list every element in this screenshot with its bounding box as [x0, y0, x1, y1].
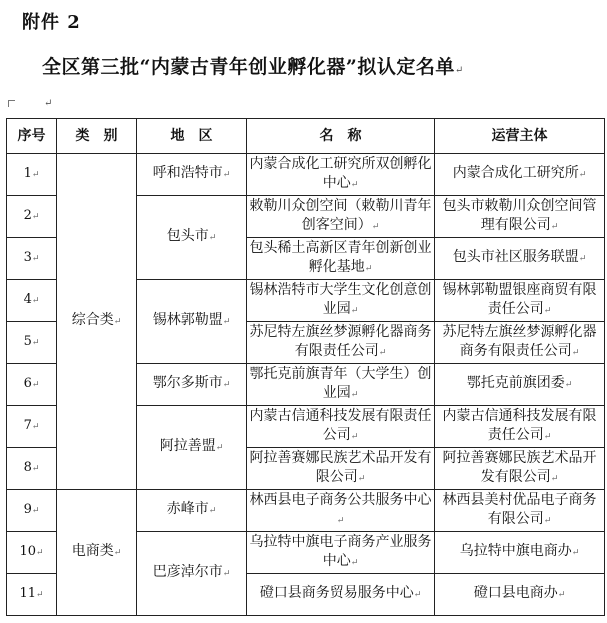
name-cell: 内蒙合成化工研究所双创孵化中心↵ — [247, 154, 435, 196]
margin-corner-mark — [8, 100, 15, 107]
category-cell: 电商类↵ — [57, 490, 137, 616]
name-cell: 敕勒川众创空间（敕勒川青年创客空间）↵ — [247, 196, 435, 238]
operator-cell: 内蒙古信通科技发展有限责任公司↵ — [435, 406, 605, 448]
row-number: 5↵ — [7, 322, 57, 364]
paragraph-mark: ↵ — [454, 65, 464, 76]
row-number: 2↵ — [7, 196, 57, 238]
document-title — [42, 52, 464, 79]
operator-cell: 阿拉善赛娜民族艺术品开发有限公司↵ — [435, 448, 605, 490]
row-number: 11↵ — [7, 574, 57, 616]
operator-cell: 锡林郭勒盟银座商贸有限责任公司↵ — [435, 280, 605, 322]
header-category: 类 别 — [57, 119, 137, 154]
operator-cell: 磴口县电商办↵ — [435, 574, 605, 616]
operator-cell: 内蒙合成化工研究所↵ — [435, 154, 605, 196]
header-no: 序号 — [7, 119, 57, 154]
operator-cell: 林西县美村优品电子商务有限公司↵ — [435, 490, 605, 532]
table-row — [7, 154, 605, 196]
title-text: 全区第三批“内蒙古青年创业孵化器”拟认定名单 — [42, 56, 455, 78]
row-number: 4↵ — [7, 280, 57, 322]
row-number: 1↵ — [7, 154, 57, 196]
attachment-label: 附件 2 — [22, 12, 81, 33]
row-number: 9↵ — [7, 490, 57, 532]
row-number: 3↵ — [7, 238, 57, 280]
operator-cell: 鄂托克前旗团委↵ — [435, 364, 605, 406]
name-cell: 鄂托克前旗青年（大学生）创业园↵ — [247, 364, 435, 406]
header-operator: 运营主体 — [435, 119, 605, 154]
region-cell: 赤峰市↵ — [137, 490, 247, 532]
name-cell: 阿拉善赛娜民族艺术品开发有限公司↵ — [247, 448, 435, 490]
operator-cell: 包头市社区服务联盟↵ — [435, 238, 605, 280]
name-cell: 磴口县商务贸易服务中心↵ — [247, 574, 435, 616]
operator-cell: 包头市敕勒川众创空间管理有限公司↵ — [435, 196, 605, 238]
region-cell: 巴彦淖尔市↵ — [137, 532, 247, 616]
name-cell: 林西县电子商务公共服务中心↵ — [247, 490, 435, 532]
name-cell: 内蒙古信通科技发展有限责任公司↵ — [247, 406, 435, 448]
region-cell: 锡林郭勒盟↵ — [137, 280, 247, 364]
row-number: 10↵ — [7, 532, 57, 574]
row-number: 6↵ — [7, 364, 57, 406]
row-number: 7↵ — [7, 406, 57, 448]
table-header-row — [7, 119, 605, 154]
region-cell: 鄂尔多斯市↵ — [137, 364, 247, 406]
candidate-list-table — [6, 118, 605, 616]
region-cell: 呼和浩特市↵ — [137, 154, 247, 196]
header-region: 地 区 — [137, 119, 247, 154]
row-number: 8↵ — [7, 448, 57, 490]
paragraph-mark: ↵ — [44, 98, 53, 109]
table-row — [7, 490, 605, 532]
name-cell: 包头稀土高新区青年创新创业孵化基地↵ — [247, 238, 435, 280]
region-cell: 阿拉善盟↵ — [137, 406, 247, 490]
operator-cell: 苏尼特左旗丝梦源孵化器商务有限责任公司↵ — [435, 322, 605, 364]
name-cell: 乌拉特中旗电子商务产业服务中心↵ — [247, 532, 435, 574]
operator-cell: 乌拉特中旗电商办↵ — [435, 532, 605, 574]
name-cell: 锡林浩特市大学生文化创意创业园↵ — [247, 280, 435, 322]
region-cell: 包头市↵ — [137, 196, 247, 280]
name-cell: 苏尼特左旗丝梦源孵化器商务有限责任公司↵ — [247, 322, 435, 364]
header-name: 名 称 — [247, 119, 435, 154]
category-cell: 综合类↵ — [57, 154, 137, 490]
